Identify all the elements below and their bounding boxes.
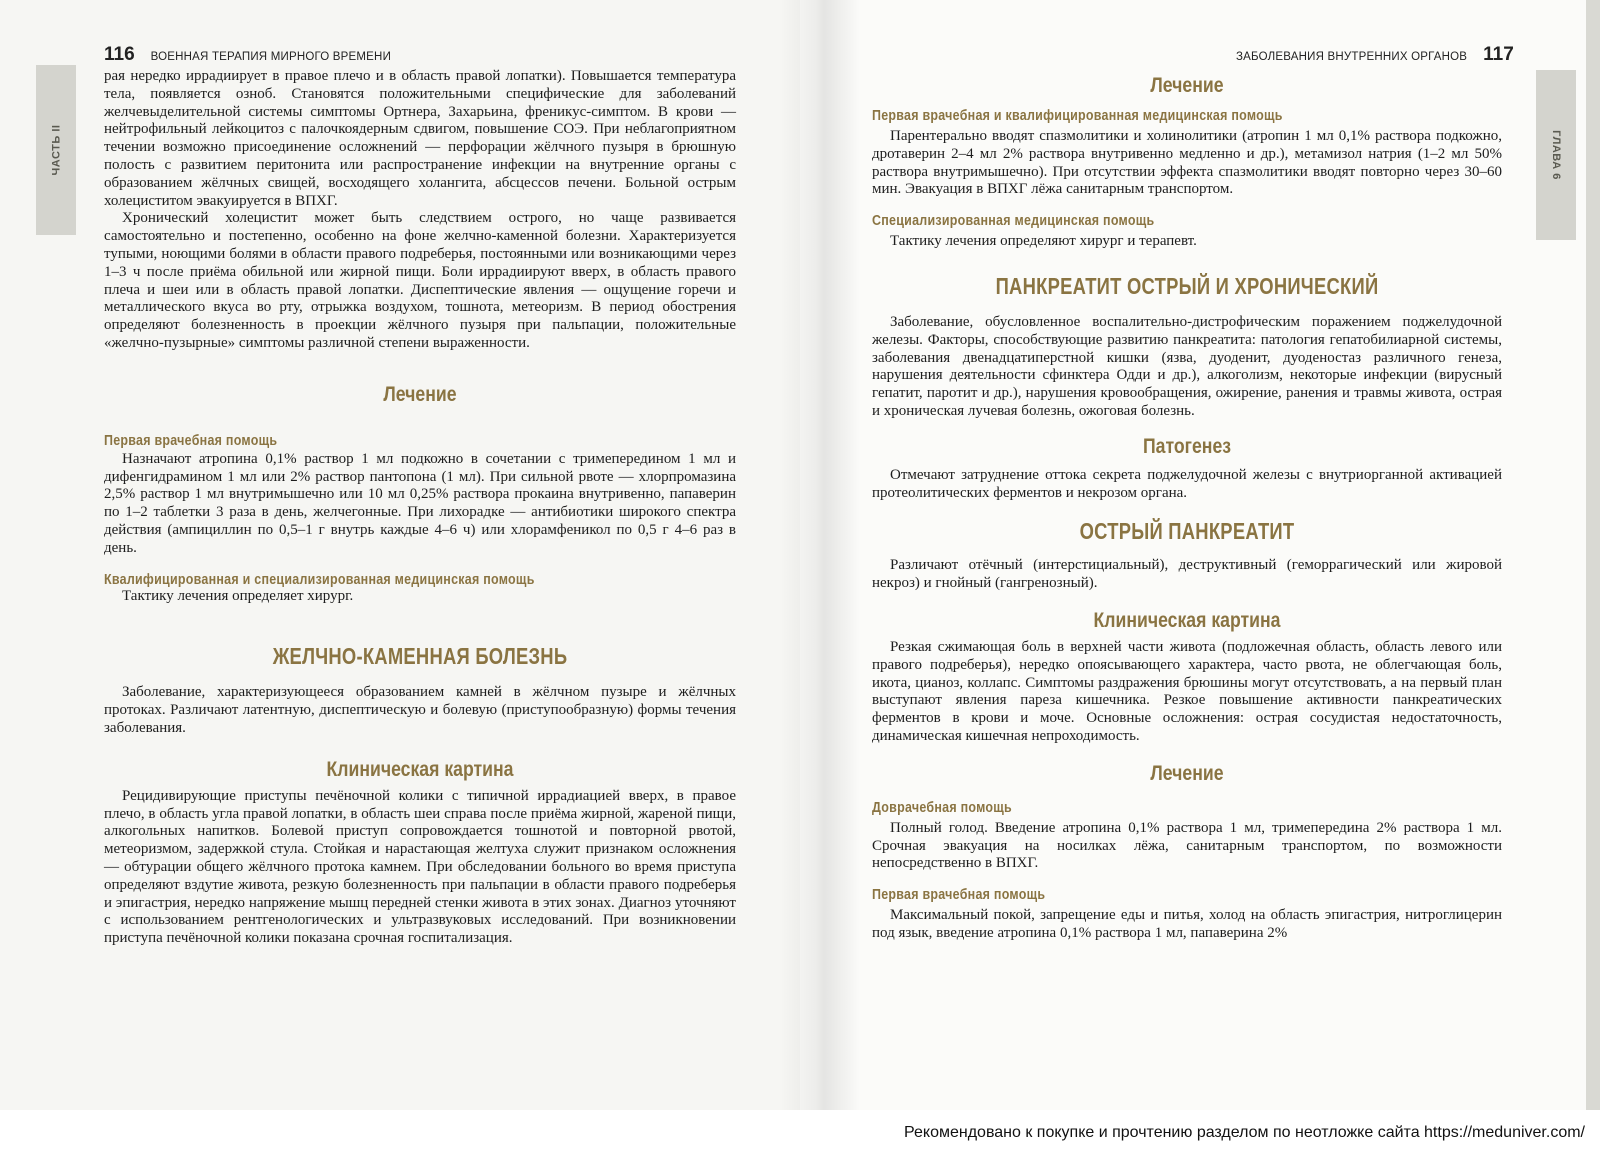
subsection-heading: Специализированная медицинская помощь [872,213,1155,230]
paragraph: Отмечают затруднение оттока секрета поджелудочной железы с внутриорганной активацией протеолитических ферментов и некрозом органа. [872,466,1502,501]
paragraph: Тактику лечения определяет хирург. [122,587,354,604]
chapter-heading: ЖЕЛЧНО-КАМЕННАЯ БОЛЕЗНЬ [272,643,568,670]
chapter-tab [1536,70,1576,240]
page-number: 116 [104,44,135,65]
chapter-heading: ОСТРЫЙ ПАНКРЕАТИТ [1079,518,1295,545]
subsection-heading: Доврачебная помощь [872,799,1012,816]
section-heading: Патогенез [1142,434,1232,458]
right-running-head [1236,44,1514,66]
running-title: ЗАБОЛЕВАНИЯ ВНУТРЕННИХ ОРГАНОВ [1236,51,1468,63]
paragraph: рая нередко иррадиирует в правое плечо и в область правой лопатки). Повышается температура тела, появляется озноб. Становятся положительными специфические для заболеваний желчевыделительной системы симптомы Ортнера, Захарьина, френикус-симптом. В крови — нейтрофильный лейкоцитоз с палочкоядерным сдвигом, повышение СОЭ. При неблагоприятном течении возможно присоединение осложнений — перфорации жёлчного пузыря в брюшную полость с развитием перитонита или распространение инфекции на внутренние органы с образованием жёлчных свищей, восходящего холангита, абсцессов печени. Больной острым холециститом эвакуируется в ВПХГ. [104,68,736,209]
paragraph: Заболевание, обусловленное воспалительно-дистрофическим поражением поджелудочной железы. Факторы, способствующие развитию панкреатита: патология гепатобилиарной системы, заболевания двенадцатиперстной кишки (язва, дуоденит, дуоденостаз различного генеза, нарушения деятельности сфинктера Одди и др.), алкоголизм, некоторые инфекции (вирусный гепатит, паротит и др.), нарушения кровообращения, ожирение, ранения и травмы живота, острая и хроническая лучевая болезнь, ожоговая болезнь. [872,313,1502,419]
paragraph: Максимальный покой, запрещение еды и питья, холод на область эпигастрия, нитроглицерин под язык, введение атропина 0,1% раствора 1 мл, папаверина 2% [872,907,1502,941]
book-gutter-shadow [780,0,860,1110]
paragraph: Тактику лечения определяют хирург и терапевт. [890,233,1197,250]
paragraph: Заболевание, характеризующееся образованием камней в жёлчном пузыре и жёлчных протоках. Различают латентную, диспептическую и болевую (приступообразную) формы течения заболевания. [104,684,736,736]
subsection-heading: Первая врачебная помощь [872,887,1046,904]
left-running-head [104,44,391,66]
section-heading: Лечение [383,382,457,406]
paragraph: Хронический холецистит может быть следствием острого, но чаще развивается самостоятельно и постепенно, особенно на фоне желчно-каменной болезни. Характеризуется тупыми, ноющими болями в области правого подреберья, постоянными или возникающими через 1–3 ч после приёма обильной или жирной пищи. Боли иррадиируют вверх, в область правого плеча и шеи или в область правой лопатки. Диспептические явления — ощущение горечи и металлического вкуса во рту, отрыжка воздухом, тошнота, метеоризм. В период обострения определяют болезненность в проекции жёлчного пузыря при пальпации, положительные «желчно-пузырные» симптомы различной степени выраженности. [104,210,736,351]
right-text-column [872,74,1502,943]
paragraph: Резкая сжимающая боль в верхней части живота (подложечная область, область левого или правого подреберья), нередко опоясывающего характера, часто рвота, не облегчающая боль, икота, цианоз, коллапс. Симптомы раздражения брюшины могут отсутствовать, а на первый план выступают явления пареза кишечника. Резкое повышение активности панкреатических ферментов в крови и моче. Основные осложнения: острая сосудистая недостаточность, динамическая кишечная непроходимость. [872,638,1502,744]
chapter-tab-label: ГЛАВА 6 [1550,130,1563,180]
part-tab-label: ЧАСТЬ II [50,124,62,176]
paragraph: Рецидивирующие приступы печёночной колики с типичной иррадиацией вверх, в правое плечо, в область угла правой лопатки, в область шеи справа после приёма жирной, жареной пищи, алкогольных напитков. Болевой приступ сопровождается тошнотой и повторной рвотой, метеоризмом, задержкой стула. Стойкая и нарастающая желтуха служит признаком осложнения — обтурации общего жёлчного протока камнем. При обследовании больного во время приступа определяют вздутие живота, резкую болезненность при пальпации в области правого подреберья и эпигастрия, нередко напряжение мышц передней стенки живота в этих зонах. Диагноз уточняют с использованием рентгенологических и ультразвуковых исследований. При возникновении приступа печёночной колики показана срочная госпитализация. [104,787,736,947]
paragraph: Различают отёчный (интерстициальный), деструктивный (геморрагический или жировой некроз) и гнойный (гангренозный). [872,557,1502,592]
left-text-column [104,68,736,948]
subsection-heading: Первая врачебная и квалифицированная медицинская помощь [872,108,1283,124]
page-edge [1586,0,1600,1110]
paragraph: Полный голод. Введение атропина 0,1% раствора 1 мл, тримепередина 2% раствора 1 мл. Срочная эвакуация на носилках лёжа, санитарным транспортом, по возможности непосредственно в ВПХГ. [872,819,1502,872]
part-tab [36,65,76,235]
section-heading: Лечение [1150,761,1224,785]
chapter-heading: ПАНКРЕАТИТ ОСТРЫЙ И ХРОНИЧЕСКИЙ [995,272,1379,299]
running-title: ВОЕННАЯ ТЕРАПИЯ МИРНОГО ВРЕМЕНИ [150,51,392,63]
section-heading: Клиническая картина [1093,608,1281,632]
footer-caption: Рекомендовано к покупке и прочтению разделом по неотложке сайта https://meduniver.com/ [904,1124,1585,1141]
section-heading: Лечение [1150,74,1224,97]
subsection-heading: Первая врачебная помощь [104,432,278,449]
page-number: 117 [1483,44,1514,65]
subsection-heading: Квалифицированная и специализированная медицинская помощь [104,571,535,588]
section-heading: Клиническая картина [326,757,514,781]
paragraph: Назначают атропина 0,1% раствор 1 мл подкожно в сочетании с тримепередином 1 мл и дифенгидрамином 1 мл или 2% раствор пантопона (1 мл). При сильной рвоте — хлорпромазина 2,5% раствор 1 мл внутримышечно или 10 мл 0,25% раствора прокаина внутривенно, папаверин по 1–2 таблетки 3 раза в день, желчегонные. При лихорадке — антибиотики широкого спектра действия (ампициллин по 0,5–1 г внутрь каждые 4–6 ч) или хлорамфеникол по 0,5 г 4–6 раз в день. [104,450,736,556]
paragraph: Парентерально вводят спазмолитики и холинолитики (атропин 1 мл 0,1% раствора подкожно, дротаверин 2–4 мл 2% раствора внутривенно медленно и др.), метамизол натрия (1–2 мл 50% раствора внутримышечно). При отсутствии эффекта спазмолитики вводят повторно через 30–60 мин. Эвакуация в ВПХГ лёжа санитарным транспортом. [872,128,1502,198]
